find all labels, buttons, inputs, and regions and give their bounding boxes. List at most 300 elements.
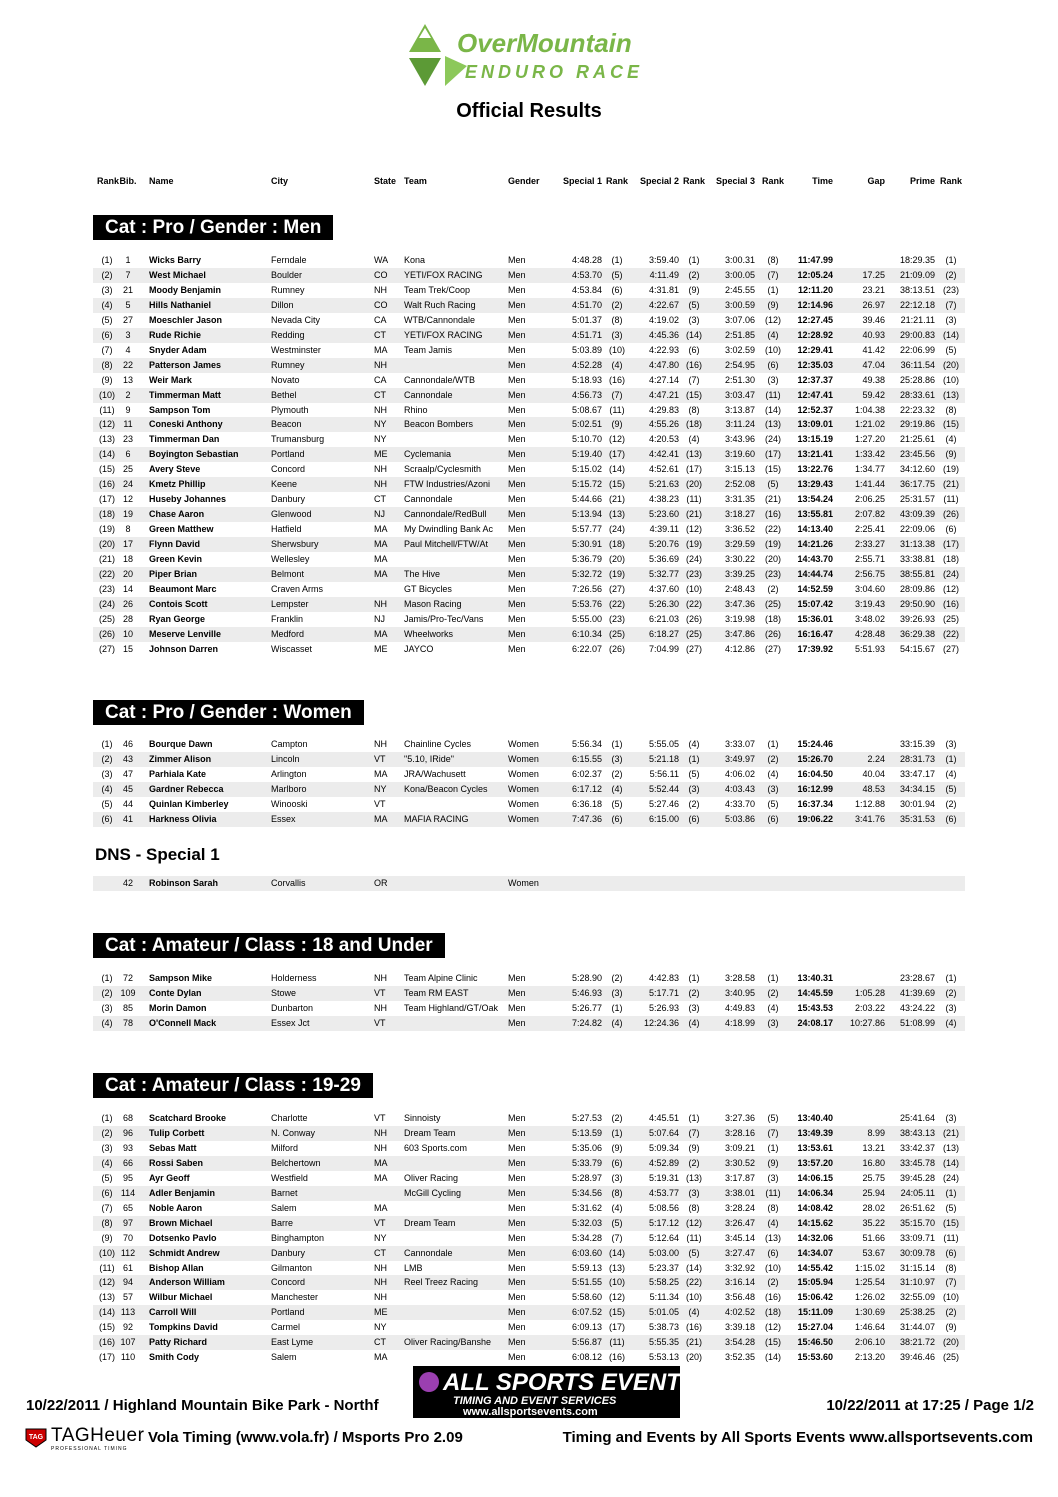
cell-s2: 5:09.34 (648, 1142, 679, 1153)
cell-r2: (16) (685, 359, 702, 370)
cell-pr: (15) (942, 419, 959, 430)
cell-r3: (10) (764, 1262, 781, 1273)
cell-rank: (27) (98, 643, 115, 654)
category-heading: Cat : Amateur / Class : 19-29 (93, 1073, 373, 1098)
cell-prime: 31:10.97 (899, 1277, 935, 1288)
cell-s2: 4:45.51 (648, 1113, 679, 1123)
cell-gap: 2:33.27 (854, 539, 885, 550)
cell-prime: 29:50.90 (899, 598, 935, 609)
cell-name: Timmerman Dan (149, 434, 220, 445)
cell-gap: 1:12.88 (854, 798, 885, 809)
cell-city: Wellesley (271, 554, 310, 564)
cell-pr: (8) (945, 404, 957, 415)
cell-prime: 25:38.25 (899, 1307, 935, 1318)
cell-pr: (2) (945, 987, 957, 998)
logo-line1: OverMountain (457, 28, 632, 58)
cell-rank: (10) (98, 389, 115, 400)
cell-pr: (21) (942, 479, 959, 490)
cell-s3: 3:09.21 (724, 1142, 755, 1153)
cell-gap: 2:03.22 (854, 1002, 885, 1013)
cell-s3: 3:47.86 (724, 628, 755, 639)
cell-s1: 5:55.00 (571, 613, 602, 624)
cell-city: Craven Arms (271, 583, 324, 594)
cell-city: Concord (271, 1277, 306, 1288)
cell-time: 14:45.59 (797, 987, 833, 998)
cell-gap: 23.21 (862, 284, 885, 295)
cell-city: Salem (271, 1352, 297, 1363)
cell-pr: (6) (945, 813, 957, 824)
cell-r2: (23) (685, 568, 702, 579)
cell-bib: 19 (122, 509, 133, 520)
cell-name: Dotsenko Pavlo (149, 1232, 217, 1243)
cell-r2: (4) (688, 1017, 700, 1028)
cell-s3: 4:03.43 (724, 783, 755, 794)
cell-pr: (16) (942, 598, 959, 609)
cell-s2: 5:08.56 (648, 1202, 679, 1213)
cell-team: Paul Mitchell/FTW/At (404, 539, 489, 550)
cell-city: Holderness (271, 973, 317, 983)
cell-s1: 4:52.28 (571, 359, 602, 370)
cell-gender: Men (508, 269, 526, 280)
cell-gap: 17.25 (862, 269, 885, 280)
cell-bib: 95 (122, 1172, 133, 1183)
cell-state: VT (374, 753, 386, 764)
cell-r1: (25) (608, 628, 625, 639)
cell-r1: (13) (608, 509, 625, 520)
cell-bib: 6 (125, 449, 131, 460)
cell-r3: (24) (764, 434, 781, 445)
cell-prime: 25:41.64 (899, 1113, 935, 1123)
cell-gender: Women (508, 813, 539, 824)
cell-s1: 5:58.60 (571, 1292, 602, 1303)
cell-state: VT (374, 1017, 386, 1028)
cell-gap: 1:26.02 (854, 1292, 885, 1303)
cell-s1: 5:36.79 (571, 554, 602, 564)
cell-gender: Men (508, 628, 526, 639)
table-row (93, 507, 965, 522)
cell-pr: (1) (945, 255, 957, 265)
cell-r1: (1) (611, 1002, 623, 1013)
cell-s3: 3:54.28 (724, 1337, 755, 1348)
cell-pr: (10) (942, 374, 959, 385)
cell-bib: 46 (122, 739, 133, 749)
cell-state: CO (374, 299, 388, 310)
cell-bib: 9 (125, 404, 131, 415)
cell-name: Carroll Will (149, 1307, 197, 1318)
header-s2: Special 2 (639, 176, 679, 186)
cell-rank: (21) (98, 554, 115, 564)
cell-s3: 3:30.22 (724, 554, 755, 564)
cell-r2: (18) (685, 419, 702, 430)
cell-rank: (17) (98, 494, 115, 505)
cell-time: 15:26.70 (797, 753, 833, 764)
cell-r1: (17) (608, 1322, 625, 1333)
cell-team: Dream Team (404, 1127, 456, 1138)
cell-pr: (20) (942, 1337, 959, 1348)
cell-time: 14:44.74 (797, 568, 833, 579)
cell-s2: 5:32.77 (648, 568, 679, 579)
cell-prime: 21:21.11 (900, 314, 935, 325)
cell-city: Danbury (271, 494, 306, 505)
cell-bib: 21 (122, 284, 133, 295)
cell-bib: 20 (122, 568, 133, 579)
cell-pr: (1) (945, 753, 957, 764)
cell-state: CT (374, 1247, 386, 1258)
cell-state: MA (374, 628, 388, 639)
cell-state: MA (374, 554, 388, 564)
cell-name: Sampson Tom (149, 404, 211, 415)
cell-s2: 4:53.77 (648, 1187, 679, 1198)
cell-s2: 5:11.34 (649, 1292, 679, 1303)
cell-bib: 78 (122, 1017, 133, 1028)
table-row (93, 447, 965, 462)
cell-gap: 3:19.43 (854, 598, 885, 609)
cell-s3: 3:00.31 (724, 255, 755, 265)
cell-s1: 5:30.91 (571, 539, 602, 550)
cell-state: CA (374, 374, 387, 385)
table-row (93, 627, 965, 642)
cell-s1: 5:18.93 (571, 374, 602, 385)
cell-s1: 6:17.12 (571, 783, 602, 794)
cell-gender: Women (508, 783, 539, 794)
cell-r1: (19) (608, 568, 625, 579)
svg-text:TAG: TAG (28, 1434, 44, 1441)
cell-s3: 3:30.52 (724, 1157, 755, 1168)
cell-r1: (12) (608, 1292, 625, 1303)
cell-r1: (15) (608, 1307, 625, 1318)
cell-gap: 1:21.02 (854, 419, 885, 430)
cell-r2: (13) (685, 1172, 702, 1183)
cell-s1: 5:33.79 (571, 1157, 602, 1168)
cell-gap: 1:46.64 (854, 1322, 885, 1333)
cell-team: Cannondale/WTB (404, 374, 476, 385)
cell-r2: (3) (688, 783, 700, 794)
cell-name: Schmidt Andrew (149, 1247, 220, 1258)
cell-name: Contois Scott (149, 598, 208, 609)
cell-rank: (13) (98, 1292, 115, 1303)
table-row (93, 268, 965, 283)
cell-rank: (4) (101, 1017, 113, 1028)
cell-s1: 7:24.82 (571, 1017, 602, 1028)
cell-rank: (4) (101, 299, 113, 310)
cell-time: 12:52.37 (797, 404, 833, 415)
cell-gender: Men (508, 568, 526, 579)
cell-rank: (19) (98, 524, 115, 535)
cell-state: NY (374, 1322, 387, 1333)
cell-r1: (2) (611, 973, 623, 983)
cell-r1: (1) (611, 1127, 623, 1138)
cell-s3: 3:00.05 (724, 269, 755, 280)
cell-s1: 5:15.72 (571, 479, 602, 490)
header-r2: Rank (683, 176, 706, 186)
cell-gap: 59.42 (862, 389, 885, 400)
cell-name: Hills Nathaniel (149, 299, 212, 310)
cell-team: My Dwindling Bank Ac (404, 524, 494, 535)
cell-r2: (1) (688, 1113, 700, 1123)
cell-r2: (22) (685, 598, 702, 609)
header-r3: Rank (761, 176, 784, 186)
cell-bib: 68 (122, 1113, 133, 1123)
cell-s1: 4:53.84 (571, 284, 602, 295)
cell-s1: 4:51.70 (571, 299, 602, 310)
cell-s2: 4:52.61 (648, 464, 679, 475)
cell-r3: (22) (764, 524, 781, 535)
cell-s1: 5:46.93 (571, 987, 602, 998)
cell-prime: 29:19.86 (899, 419, 935, 430)
cell-prime: 28:33.61 (899, 389, 935, 400)
cell-r2: (27) (685, 643, 702, 654)
cell-city: Sherwsbury (271, 539, 319, 550)
cell-city: Carmel (271, 1322, 301, 1333)
cell-team: Sinnoisty (404, 1113, 441, 1123)
cell-s2: 4:29.83 (648, 404, 679, 415)
cell-gender: Men (508, 1337, 526, 1348)
cell-s1: 6:36.18 (571, 798, 602, 809)
cell-bib: 27 (122, 314, 133, 325)
cell-name: Johnson Darren (149, 643, 219, 654)
cell-time: 14:52.59 (797, 583, 833, 594)
cell-name: Timmerman Matt (149, 389, 221, 400)
cell-s1: 5:02.51 (571, 419, 602, 430)
cell-r3: (7) (767, 1127, 779, 1138)
cell-gender: Men (508, 1217, 526, 1228)
cell-state: NH (374, 973, 387, 983)
cell-r2: (11) (686, 1232, 702, 1243)
cell-name: Green Matthew (149, 524, 214, 535)
header-rank: Rank (97, 176, 120, 186)
column-header (93, 174, 965, 189)
cell-gender: Men (508, 1172, 526, 1183)
cell-state: VT (374, 1113, 386, 1123)
cell-state: MA (374, 768, 388, 779)
cell-pr: (12) (942, 583, 959, 594)
cell-s3: 3:52.35 (724, 1352, 755, 1363)
table-row (93, 432, 965, 447)
cell-r1: (13) (608, 1262, 625, 1273)
cell-rank: (8) (101, 359, 113, 370)
cell-prime: 26:51.62 (899, 1202, 935, 1213)
cell-name: Rude Richie (149, 329, 202, 340)
cell-gender: Men (508, 344, 526, 355)
cell-time: 15:06.42 (797, 1292, 833, 1303)
cell-s1: 5:34.28 (571, 1232, 602, 1243)
cell-r3: (25) (764, 598, 781, 609)
cell-bib: 70 (122, 1232, 133, 1243)
cell-gap: 1:34.77 (854, 464, 885, 475)
cell-team: YETI/FOX RACING (404, 329, 483, 340)
cell-state: MA (374, 1352, 388, 1363)
cell-gender: Men (508, 299, 526, 310)
logo-line2: ENDURO RACE (465, 62, 644, 82)
cell-city: Rumney (271, 359, 305, 370)
cell-s3: 3:28.24 (724, 1202, 755, 1213)
header-state: State (374, 176, 397, 186)
cell-prime: 32:55.09 (899, 1292, 935, 1303)
table-row (93, 1305, 965, 1320)
cell-r3: (27) (764, 643, 781, 654)
cell-s3: 2:54.95 (724, 359, 755, 370)
cell-time: 15:53.60 (797, 1352, 833, 1363)
cell-r1: (10) (608, 344, 625, 355)
cell-bib: 66 (122, 1157, 133, 1168)
cell-gender: Men (508, 1017, 526, 1028)
cell-time: 13:49.39 (797, 1127, 833, 1138)
cell-city: Trumansburg (271, 434, 325, 445)
cell-s3: 3:27.47 (724, 1247, 755, 1258)
cell-rank: (16) (98, 479, 115, 490)
cell-bib: 72 (122, 973, 133, 983)
cell-city: East Lyme (271, 1337, 314, 1348)
cell-bib: 61 (122, 1262, 133, 1273)
cell-s2: 5:20.76 (648, 539, 679, 550)
cell-r2: (9) (688, 1142, 700, 1153)
cell-time: 14:13.40 (797, 524, 833, 535)
cell-s2: 4:19.02 (648, 314, 679, 325)
cell-gap: 48.53 (862, 783, 885, 794)
table-row (93, 253, 965, 268)
cell-city: Rumney (271, 284, 305, 295)
page-title: Official Results (456, 100, 602, 122)
table-row (93, 522, 965, 537)
cell-s2: 5:01.05 (648, 1307, 679, 1318)
cell-s2: 4:11.49 (649, 269, 679, 280)
cell-r3: (9) (767, 1157, 779, 1168)
cell-gender: Men (508, 419, 526, 430)
cell-s3: 3:19.60 (724, 449, 755, 460)
cell-r3: (4) (767, 329, 779, 340)
cell-pr: (5) (945, 344, 957, 355)
cell-rank: (1) (101, 973, 113, 983)
cell-state: CT (374, 1337, 386, 1348)
cell-pr: (21) (942, 1127, 959, 1138)
cell-rank: (10) (98, 1247, 115, 1258)
table-row (93, 1001, 965, 1016)
table-row (93, 1350, 965, 1365)
cell-team: GT Bicycles (404, 583, 452, 594)
table-row (93, 567, 965, 582)
cell-team: Cannondale (404, 1247, 453, 1258)
table-row (93, 1016, 965, 1031)
cell-r1: (15) (608, 479, 625, 490)
cell-city: Wiscasset (271, 643, 313, 654)
cell-gap: 35.22 (862, 1217, 885, 1228)
cell-state: NH (374, 404, 387, 415)
cell-r1: (8) (611, 1187, 623, 1198)
cell-rank: (17) (98, 1352, 115, 1363)
cell-s2: 4:45.36 (648, 329, 679, 340)
cell-name: Brown Michael (149, 1217, 213, 1228)
cell-r3: (18) (764, 1307, 781, 1318)
cell-rank: (22) (98, 568, 115, 579)
cell-s1: 5:57.77 (571, 524, 602, 535)
cell-gap: 13.21 (862, 1142, 885, 1153)
cell-time: 16:16.47 (797, 628, 833, 639)
cell-gender: Men (508, 1142, 526, 1153)
cell-r2: (5) (688, 768, 700, 779)
cell-r3: (3) (767, 374, 779, 385)
cell-gender: Men (508, 314, 526, 325)
cell-s2: 5:36.69 (648, 554, 679, 564)
cell-r2: (25) (685, 628, 702, 639)
cell-prime: 33:38.81 (899, 554, 935, 564)
cell-r2: (16) (685, 1322, 702, 1333)
cell-prime: 31:13.38 (899, 539, 935, 550)
cell-prime: 38:13.51 (899, 284, 935, 295)
table-row (93, 343, 965, 358)
cell-name: Snyder Adam (149, 344, 207, 355)
cell-gender: Men (508, 1002, 526, 1013)
cell-gender: Men (508, 1113, 526, 1123)
cell-time: 14:08.42 (797, 1202, 833, 1213)
cell-prime: 34:12.60 (899, 464, 935, 475)
cell-s3: 3:17.87 (724, 1172, 755, 1183)
cell-gender: Men (508, 987, 526, 998)
table-row (93, 1171, 965, 1186)
cell-name: Adler Benjamin (149, 1187, 216, 1198)
cell-prime: 21:25.61 (899, 434, 935, 445)
cell-pr: (2) (945, 269, 957, 280)
cell-r2: (13) (685, 449, 702, 460)
category-heading: Cat : Pro / Gender : Women (93, 700, 364, 725)
cell-rank: (11) (99, 1262, 115, 1273)
cell-rank: (6) (101, 813, 113, 824)
cell-gap: 1:04.38 (854, 404, 885, 415)
cell-city: Charlotte (271, 1113, 308, 1123)
table-row (93, 1231, 965, 1246)
cell-gap: 2:07.82 (854, 509, 885, 520)
cell-s2: 4:20.53 (648, 434, 679, 445)
cell-gender: Men (508, 524, 526, 535)
cell-rank: (12) (98, 419, 115, 430)
header-r1: Rank (606, 176, 629, 186)
cell-state: MA (374, 813, 388, 824)
cell-s2: 4:39.11 (649, 524, 679, 535)
cell-state: CT (374, 389, 386, 400)
tag-heuer-sub: PROFESSIONAL TIMING (51, 1446, 128, 1452)
cell-prime: 39:46.46 (899, 1352, 935, 1363)
cell-gender: Men (508, 374, 526, 385)
cell-r3: (14) (764, 404, 781, 415)
cell-city: Arlington (271, 768, 307, 779)
cell-pr: (3) (945, 1002, 957, 1013)
cell-bib: 22 (122, 359, 133, 370)
cell-state: MA (374, 539, 388, 550)
cell-gap: 1:27.20 (854, 434, 885, 445)
cell-name: Bishop Allan (149, 1262, 204, 1273)
cell-gap: 2:56.75 (854, 568, 885, 579)
cell-s1: 6:08.12 (571, 1352, 602, 1363)
cell-time: 24:08.17 (797, 1017, 833, 1028)
cell-bib: 96 (122, 1127, 133, 1138)
cell-gender: Men (508, 613, 526, 624)
cell-gender: Men (508, 434, 526, 445)
cell-name: Smith Cody (149, 1352, 200, 1363)
cell-team: Oliver Racing (404, 1172, 459, 1183)
cell-city: Westfield (271, 1172, 308, 1183)
cell-name: West Michael (149, 269, 206, 280)
cell-prime: 31:44.07 (899, 1322, 935, 1333)
cell-city: Stowe (271, 987, 297, 998)
cell-s2: 5:03.00 (648, 1247, 679, 1258)
cell-state: NH (374, 464, 387, 475)
cell-s1: 6:10.34 (571, 628, 602, 639)
cell-name: Gardner Rebecca (149, 783, 224, 794)
cell-name: Anderson William (149, 1277, 225, 1288)
cell-time: 13:40.40 (797, 1113, 833, 1123)
sponsor-url: www.allsportsevents.com (463, 1406, 598, 1418)
cell-r2: (1) (688, 753, 700, 764)
cell-r3: (1) (767, 1142, 779, 1153)
